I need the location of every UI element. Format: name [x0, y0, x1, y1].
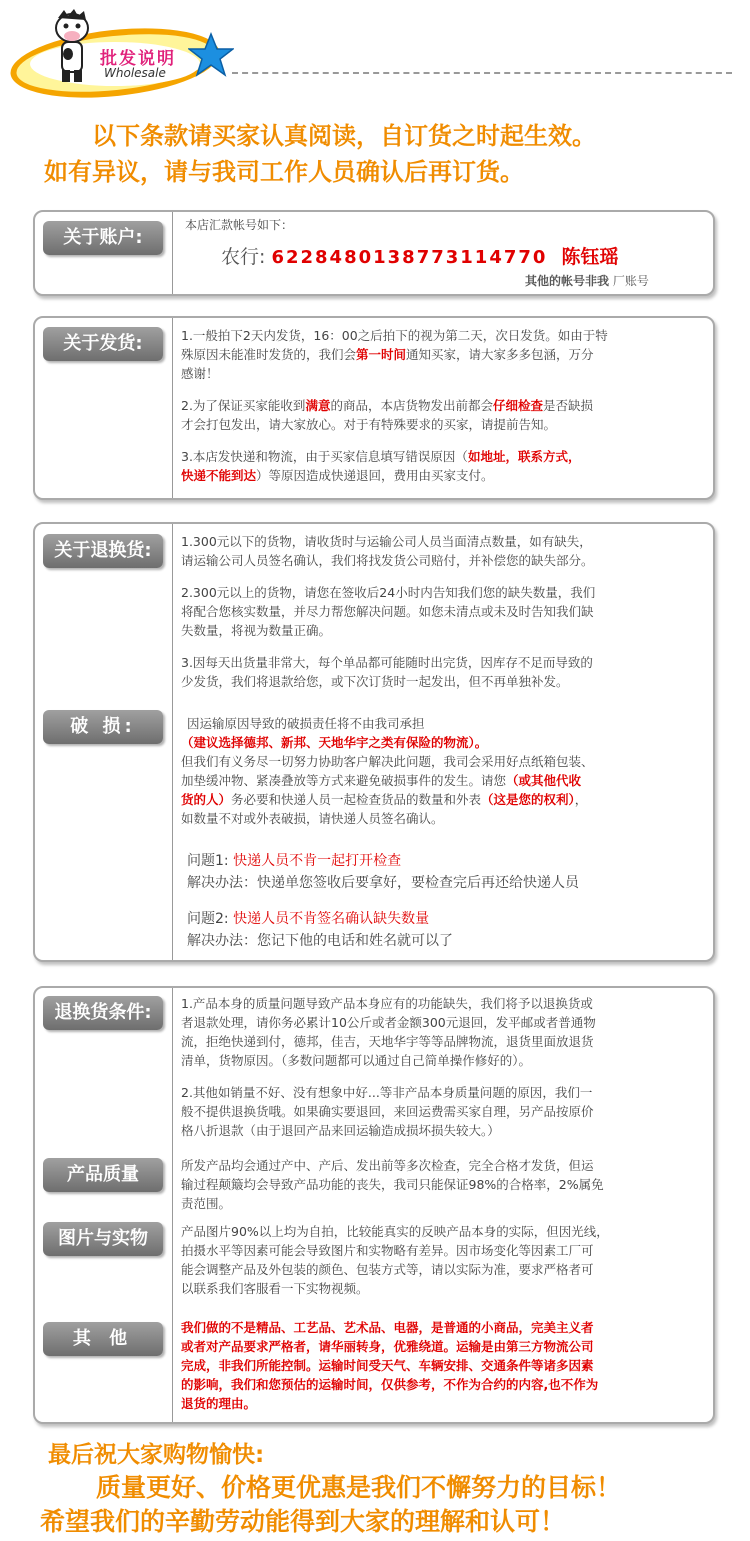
conditions-p1-line1: 1.产品本身的质量问题导致产品本身应有的功能缺失，我们将予以退换货或 [181, 996, 593, 1011]
account-holder: 陈钰瑶 [561, 246, 619, 268]
conditions-p2-line2: 般不提供退换货哦。如果确实要退回，来回运费需买家自理，另产品按原价 [181, 1104, 594, 1119]
returns-label: 关于退换货: [43, 534, 163, 568]
highlight-text: 第一时间 [356, 347, 407, 362]
section-divider [172, 212, 173, 294]
account-number: 6228480138773114770 [271, 247, 548, 268]
returns-p2-line3: 失数量，将视为数量正确。 [181, 623, 332, 638]
damage-line5 [181, 790, 594, 809]
photos-label: 图片与实物 [43, 1222, 163, 1256]
shipping-text [181, 326, 608, 485]
shipping-p3-line1 [181, 447, 608, 466]
highlight-text: 仔细检查 [492, 398, 543, 413]
damage-label: 破 损: [43, 710, 163, 744]
photos-line3: 能会调整产品及外包装的颜色、包装方式等，请以实际为准，要求严格者可 [181, 1262, 594, 1277]
cow-mascot-icon [50, 8, 94, 88]
other-text [181, 1318, 598, 1413]
highlight-text: 如地址，联系方式， [467, 449, 581, 464]
photos-text [181, 1222, 609, 1298]
damage-line1: 因运输原因导致的破损责任将不由我司承担 [187, 716, 425, 731]
returns-p3-line1: 3.因每天出货量非常大，每个单品都可能随时出完货，因库存不足而导致的 [181, 655, 593, 670]
conditions-p1-line2: 者退款处理，请你务必累计10公斤或者金额300元退回，发平邮或者普通物 [181, 1015, 596, 1030]
shipping-p1-line2 [181, 345, 608, 364]
bank-name: 农行: [221, 246, 266, 268]
text-span: 通知买家，请大家多多包涵，万分 [406, 347, 594, 362]
text-span: 3.本店发快递和物流，由于买家信息填写错误原因（ [181, 449, 468, 464]
returns-p2-line1: 2.300元以上的货物，请您在签收后24小时内告知我们您的缺失数量，我们 [181, 585, 596, 600]
conditions-text [181, 994, 596, 1140]
account-section [33, 210, 715, 296]
answer-1: 解决办法：快递单您签收后要拿好，要检查完后再还给快递人员 [187, 875, 579, 891]
shipping-p1-line3: 感谢！ [181, 366, 219, 381]
header [0, 0, 750, 110]
photos-line2: 拍摄水平等因素可能会导致图片和实物略有差异。因市场变化等因素工厂可 [181, 1243, 594, 1258]
returns-section [33, 522, 715, 962]
quality-label: 产品质量 [43, 1158, 163, 1192]
text-span: 殊原因未能准时发货的，我们会 [181, 347, 357, 362]
account-note-text: 其他的帐号非我 [525, 274, 610, 288]
conditions-p1-line3: 流，拒绝快递到付，德邦，佳吉，天地华宇等等品牌物流，退货里面放退货 [181, 1034, 594, 1049]
returns-p1-line1: 1.300元以下的货物，请收货时与运输公司人员当面清点数量，如有缺失， [181, 534, 592, 549]
section-divider [172, 988, 173, 1422]
text-span: ， [574, 792, 588, 807]
text-span: 加垫缓冲物、紧凑叠放等方式来避免破损事件的发生。请您 [181, 773, 507, 788]
account-line [221, 242, 618, 269]
highlight-text: （或其他代收 [506, 773, 582, 788]
conditions-p2-line1: 2.其他如销量不好、没有想象中好...等非产品本身质量问题的原因，我们一 [181, 1085, 593, 1100]
section-divider [172, 318, 173, 498]
other-line3: 完成，非我们所能控制。运输时间受天气、车辆安排、交通条件等诸多因素 [181, 1358, 594, 1373]
returns-text [181, 532, 595, 691]
conditions-p1-line4: 清单，货物原因。（多数问题都可以通过自己简单操作修好的）。 [181, 1053, 532, 1068]
account-intro: 本店汇款帐号如下： [185, 218, 294, 232]
question-1 [187, 850, 579, 872]
shipping-p3-line2 [181, 466, 608, 485]
quality-line3: 责范围。 [181, 1196, 232, 1211]
other-line5: 退货的理由。 [181, 1396, 257, 1411]
shipping-section [33, 316, 715, 500]
question-label: 问题1: [187, 853, 229, 869]
answer-2: 解决办法：您记下他的电话和姓名就可以了 [187, 933, 453, 949]
highlight-text: 货的人） [181, 792, 232, 807]
footer-line3: 希望我们的辛勤劳动能得到大家的理解和认可！ [40, 1507, 566, 1536]
shipping-p2-line1 [181, 396, 608, 415]
highlight-text: （这是您的权利） [481, 792, 575, 807]
highlight-text: 快递不能到达 [181, 468, 257, 483]
footer-line1: 最后祝大家购物愉快: [48, 1442, 265, 1468]
conditions-label: 退换货条件: [43, 996, 163, 1030]
account-note-small: 厂账号 [612, 274, 649, 288]
logo-title: 批发说明 [100, 49, 176, 69]
logo-subtitle: Wholesale [104, 66, 166, 80]
section-divider [172, 524, 173, 960]
other-line1: 我们做的不是精品、工艺品、艺术品、电器，是普通的小商品，完美主义者 [181, 1320, 594, 1335]
damage-text [181, 714, 594, 828]
conditions-p2-line3: 格八折退款（由于退回产品来回运输造成损坏损失较大。） [181, 1123, 500, 1138]
damage-line3: 但我们有义务尽一切努力协助客户解决此问题，我司会采用好点纸箱包装、 [181, 754, 594, 769]
account-note [525, 272, 649, 289]
question-text: 快递人员不肯一起打开检查 [233, 853, 402, 869]
photos-line4: 以联系我们客服看一下实物视频。 [181, 1281, 369, 1296]
returns-p2-line2: 将配合您核实数量，并尽力帮您解决问题。如您未清点或未及时告知我们缺 [181, 604, 594, 619]
damage-line4 [181, 771, 594, 790]
intro-line-2: 如有异议，请与我司工作人员确认后再订货。 [44, 158, 524, 186]
text-span: 2.为了保证买家能收到 [181, 398, 306, 413]
shipping-p2-line2: 才会打包发出，请大家放心。对于有特殊要求的买家，请提前告知。 [181, 417, 557, 432]
footer-line2: 质量更好、价格更优惠是我们不懈努力的目标！ [96, 1473, 622, 1502]
returns-p1-line2: 请运输公司人员签名确认，我们将找发货公司赔付，并补偿您的缺失部分。 [181, 553, 594, 568]
shipping-p1-line1: 1.一般拍下2天内发货，16：00之后拍下的视为第二天，次日发货。如由于特 [181, 328, 608, 343]
damage-line6: 如数量不对或外表破损，请快递人员签名确认。 [181, 811, 444, 826]
other-line4: 的影响，我们和您预估的运输时间，仅供参考，不作为合约的内容,也不作为 [181, 1377, 599, 1392]
photos-line1: 产品图片90%以上均为自拍，比较能真实的反映产品本身的实际，但因光线， [181, 1224, 609, 1239]
text-span: 是否缺损 [542, 398, 593, 413]
text-span: ）等原因造成快递退回，费用由买家支付。 [256, 468, 494, 483]
question-label: 问题2: [187, 911, 229, 927]
text-span: 的商品，本店货物发出前都会 [330, 398, 493, 413]
damage-faq [187, 850, 579, 952]
highlight-text: 满意 [305, 398, 331, 413]
star-icon [188, 32, 234, 78]
damage-line2: （建议选择德邦、新邦、天地华宇之类有保险的物流）。 [181, 735, 488, 750]
question-text: 快递人员不肯签名确认缺失数量 [233, 911, 430, 927]
account-label: 关于账户: [43, 221, 163, 255]
quality-line2: 输过程颠簸均会导致产品功能的丧失，我司只能保证98%的合格率，2%属免 [181, 1177, 604, 1192]
other-label: 其 他 [43, 1322, 163, 1356]
intro-line-1: 以下条款请买家认真阅读，自订货之时起生效。 [92, 122, 596, 150]
text-span: 务必要和快递人员一起检查货品的数量和外表 [231, 792, 482, 807]
question-2 [187, 908, 579, 930]
shipping-label: 关于发货: [43, 327, 163, 361]
quality-text [181, 1156, 604, 1213]
header-dashed-divider [232, 72, 732, 74]
conditions-section [33, 986, 715, 1424]
returns-p3-line2: 少发货，我们将退款给您，或下次订货时一起发出，但不再单独补发。 [181, 674, 569, 689]
other-line2: 或者对产品要求严格者，请华丽转身，优雅绕道。运输是由第三方物流公司 [181, 1339, 594, 1354]
quality-line1: 所发产品均会通过产中、产后、发出前等多次检查，完全合格才发货，但运 [181, 1158, 594, 1173]
